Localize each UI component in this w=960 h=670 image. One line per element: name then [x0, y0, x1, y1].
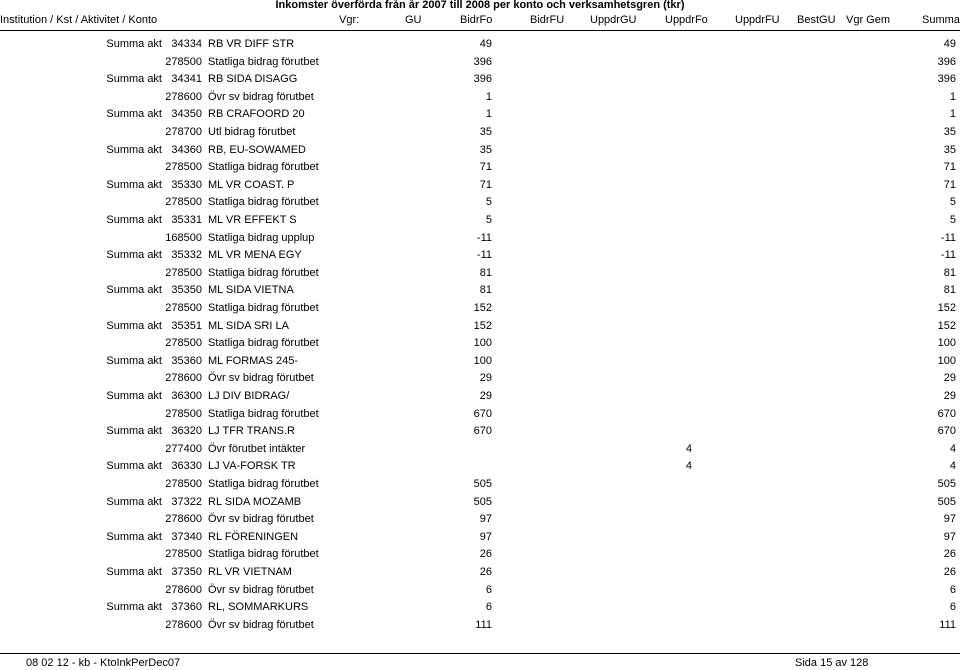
account-name: Statliga bidrag förutbet	[208, 161, 319, 173]
activity-name: LJ DIV BIDRAG/	[208, 390, 290, 402]
activity-code: 34334	[171, 38, 202, 50]
summary-label: Summa akt	[106, 496, 162, 508]
summa-value: 71	[943, 161, 956, 173]
activity-code: 36300	[171, 390, 202, 402]
account-code: 278500	[165, 548, 202, 560]
footer-divider	[0, 653, 960, 654]
account-name: Statliga bidrag förutbet	[208, 56, 319, 68]
summa-value: 81	[943, 284, 956, 296]
bidrfo-value: 26	[479, 548, 492, 560]
account-code: 278600	[165, 91, 202, 103]
summa-value: 1	[949, 91, 956, 103]
account-name: Statliga bidrag förutbet	[208, 196, 319, 208]
account-code: 278600	[165, 372, 202, 384]
account-name: Övr sv bidrag förutbet	[208, 372, 314, 384]
summa-value: 6	[949, 584, 956, 596]
activity-code: 35351	[171, 320, 202, 332]
account-name: Övr sv bidrag förutbet	[208, 584, 314, 596]
account-code: 278700	[165, 126, 202, 138]
summa-value: 152	[937, 320, 956, 332]
bidrfo-value: 81	[479, 267, 492, 279]
bidrfo-value: 97	[479, 513, 492, 525]
activity-name: RL, SOMMARKURS	[208, 601, 309, 613]
summary-label: Summa akt	[106, 460, 162, 472]
footer-report-id: 08 02 12 - kb - KtoInkPerDec07	[26, 657, 181, 669]
summa-value: 505	[937, 478, 956, 490]
bidrfo-value: 1	[485, 91, 492, 103]
summa-value: 97	[943, 531, 956, 543]
header-divider	[0, 30, 960, 31]
activity-code: 34360	[171, 144, 202, 156]
summary-label: Summa akt	[106, 38, 162, 50]
activity-code: 35332	[171, 249, 202, 261]
header-bidrfu: BidrFU	[530, 14, 565, 26]
activity-name: RB, EU-SOWAMED	[208, 144, 306, 156]
header-vgr: Vgr:	[339, 14, 360, 26]
bidrfo-value: 5	[485, 196, 492, 208]
account-code: 278600	[165, 513, 202, 525]
account-code: 278500	[165, 267, 202, 279]
summa-value: 29	[943, 372, 956, 384]
account-code: 278500	[165, 161, 202, 173]
summary-label: Summa akt	[106, 425, 162, 437]
footer-page-number: Sida 15 av 128	[795, 657, 869, 669]
activity-code: 36330	[171, 460, 202, 472]
summa-value: 505	[937, 496, 956, 508]
bidrfo-value: 71	[479, 161, 492, 173]
report-title: Inkomster överförda från år 2007 till 2008 per konto och verksamhetsgren (tkr)	[275, 0, 685, 11]
activity-code: 35330	[171, 179, 202, 191]
bidrfo-value: 6	[485, 584, 492, 596]
summa-value: -11	[940, 232, 956, 244]
bidrfo-value: 71	[479, 179, 492, 191]
bidrfo-value: 97	[479, 531, 492, 543]
bidrfo-value: 396	[473, 56, 492, 68]
activity-code: 35350	[171, 284, 202, 296]
activity-name: ML SIDA SRI LA	[208, 320, 289, 332]
summa-value: 100	[937, 337, 956, 349]
account-name: Övr sv bidrag förutbet	[208, 91, 314, 103]
bidrfo-value: 1	[485, 108, 492, 120]
activity-name: ML FORMAS 245-	[208, 355, 299, 367]
summary-label: Summa akt	[106, 531, 162, 543]
summa-value: 152	[937, 302, 956, 314]
account-name: Statliga bidrag förutbet	[208, 548, 319, 560]
activity-code: 37350	[171, 566, 202, 578]
summa-value: 35	[943, 144, 956, 156]
account-name: Utl bidrag förutbet	[208, 126, 296, 138]
header-uppdrgu: UppdrGU	[590, 14, 637, 26]
account-name: Statliga bidrag förutbet	[208, 267, 319, 279]
bidrfo-value: 100	[473, 355, 492, 367]
summary-label: Summa akt	[106, 214, 162, 226]
bidrfo-value: 6	[485, 601, 492, 613]
account-code: 278600	[165, 584, 202, 596]
summa-value: 396	[937, 56, 956, 68]
summary-label: Summa akt	[106, 566, 162, 578]
header-vgr-gem: Vgr Gem	[846, 14, 891, 26]
bidrfo-value: 29	[479, 390, 492, 402]
activity-name: LJ TFR TRANS.R	[208, 425, 295, 437]
summa-value: 4	[949, 443, 956, 455]
summary-label: Summa akt	[106, 284, 162, 296]
header-institution: Institution / Kst / Aktivitet / Konto	[0, 14, 158, 26]
account-name: Övr sv bidrag förutbet	[208, 619, 314, 631]
bidrfo-value: 5	[485, 214, 492, 226]
bidrfo-value: 396	[473, 73, 492, 85]
summa-value: 111	[939, 619, 956, 631]
activity-code: 34350	[171, 108, 202, 120]
uppdrfu-value: 4	[685, 443, 692, 455]
summa-value: -11	[940, 249, 956, 261]
header-gu: GU	[405, 14, 422, 26]
activity-code: 36320	[171, 425, 202, 437]
bidrfo-value: 505	[473, 496, 492, 508]
header-bestgu: BestGU	[797, 14, 836, 26]
bidrfo-value: 81	[479, 284, 492, 296]
activity-name: RB VR DIFF STR	[208, 38, 295, 50]
summa-value: 5	[949, 214, 956, 226]
bidrfo-value: 100	[473, 337, 492, 349]
account-name: Statliga bidrag förutbet	[208, 302, 319, 314]
account-name: Statliga bidrag förutbet	[208, 408, 319, 420]
summary-label: Summa akt	[106, 390, 162, 402]
summary-label: Summa akt	[106, 179, 162, 191]
summa-value: 49	[943, 38, 956, 50]
summa-value: 670	[937, 425, 956, 437]
summa-value: 6	[949, 601, 956, 613]
activity-code: 37322	[171, 496, 202, 508]
account-name: Statliga bidrag upplup	[208, 232, 315, 244]
activity-name: ML VR MENA EGY	[208, 249, 302, 261]
activity-name: RL VR VIETNAM	[208, 566, 292, 578]
account-code: 278500	[165, 56, 202, 68]
header-summa: Summa	[922, 14, 960, 26]
account-code: 168500	[165, 232, 202, 244]
account-name: Övr sv bidrag förutbet	[208, 513, 314, 525]
account-code: 278500	[165, 337, 202, 349]
bidrfo-value: 152	[473, 320, 492, 332]
header-uppdrfo: UppdrFo	[665, 14, 708, 26]
activity-name: ML VR COAST. P	[208, 179, 295, 191]
bidrfo-value: 35	[479, 126, 492, 138]
bidrfo-value: -11	[476, 249, 492, 261]
activity-name: ML VR EFFEKT S	[208, 214, 297, 226]
summa-value: 81	[943, 267, 956, 279]
summa-value: 670	[937, 408, 956, 420]
summa-value: 29	[943, 390, 956, 402]
summa-value: 97	[943, 513, 956, 525]
activity-name: ML SIDA VIETNA	[208, 284, 294, 296]
summa-value: 35	[943, 126, 956, 138]
bidrfo-value: 35	[479, 144, 492, 156]
account-name: Statliga bidrag förutbet	[208, 478, 319, 490]
summary-label: Summa akt	[106, 355, 162, 367]
bidrfo-value: 26	[479, 566, 492, 578]
activity-code: 37340	[171, 531, 202, 543]
summa-value: 71	[943, 179, 956, 191]
bidrfo-value: 152	[473, 302, 492, 314]
summa-value: 396	[937, 73, 956, 85]
account-code: 277400	[165, 443, 202, 455]
summa-value: 4	[949, 460, 956, 472]
bidrfo-value: 29	[479, 372, 492, 384]
summary-label: Summa akt	[106, 144, 162, 156]
activity-code: 34341	[171, 73, 202, 85]
activity-code: 37360	[171, 601, 202, 613]
account-name: Statliga bidrag förutbet	[208, 337, 319, 349]
bidrfo-value: 49	[479, 38, 492, 50]
bidrfo-value: 670	[473, 425, 492, 437]
summary-label: Summa akt	[106, 108, 162, 120]
summary-label: Summa akt	[106, 320, 162, 332]
summa-value: 100	[937, 355, 956, 367]
activity-code: 35360	[171, 355, 202, 367]
bidrfo-value: 111	[475, 619, 492, 631]
account-name: Övr förutbet intäkter	[208, 443, 306, 455]
activity-code: 35331	[171, 214, 202, 226]
activity-name: RL SIDA MOZAMB	[208, 496, 302, 508]
activity-name: RB CRAFOORD 20	[208, 108, 305, 120]
account-code: 278500	[165, 196, 202, 208]
account-code: 278600	[165, 619, 202, 631]
account-code: 278500	[165, 408, 202, 420]
activity-name: RL FÖRENINGEN	[208, 531, 299, 543]
bidrfo-value: 670	[473, 408, 492, 420]
uppdrfu-value: 4	[685, 460, 692, 472]
summa-value: 5	[949, 196, 956, 208]
activity-name: LJ VA-FORSK TR	[208, 460, 296, 472]
summary-label: Summa akt	[106, 73, 162, 85]
header-bidrfo: BidrFo	[460, 14, 493, 26]
bidrfo-value: -11	[476, 232, 492, 244]
summary-label: Summa akt	[106, 601, 162, 613]
summa-value: 26	[943, 566, 956, 578]
activity-name: RB SIDA DISAGG	[208, 73, 298, 85]
bidrfo-value: 505	[473, 478, 492, 490]
summa-value: 26	[943, 548, 956, 560]
summary-label: Summa akt	[106, 249, 162, 261]
summa-value: 1	[949, 108, 956, 120]
account-code: 278500	[165, 302, 202, 314]
account-code: 278500	[165, 478, 202, 490]
header-uppdrfu: UppdrFU	[735, 14, 780, 26]
